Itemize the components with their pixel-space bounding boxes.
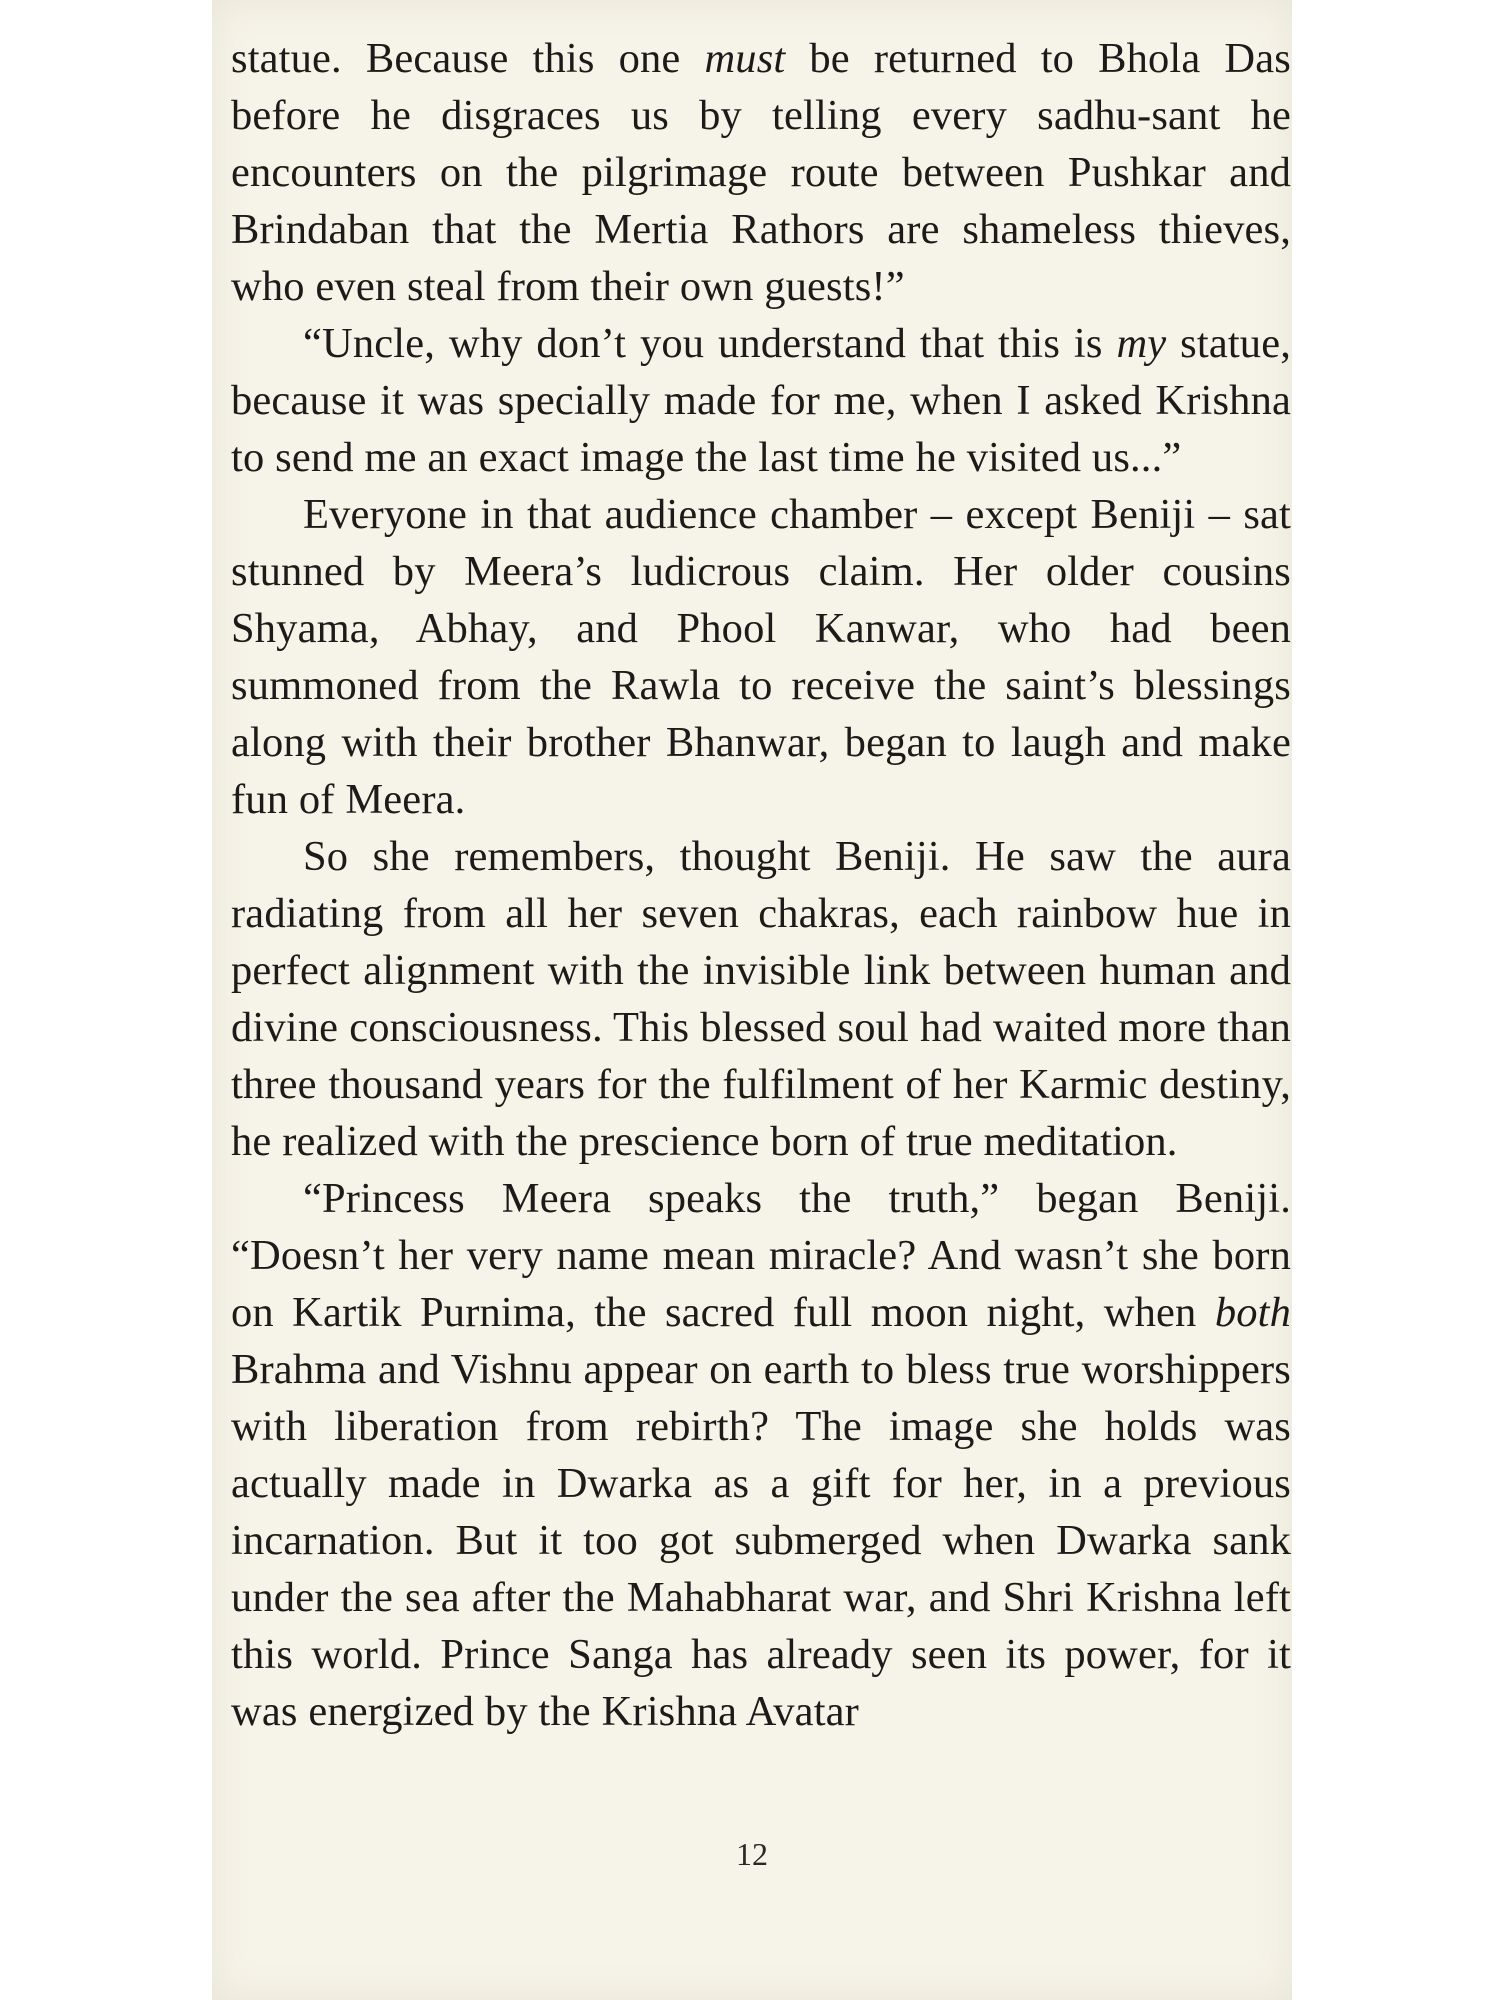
- paragraph: [231, 315, 1291, 486]
- text-run: Brahma and Vishnu appear on earth to bless true worshippers with liberation from rebirth? The image she holds was actually made in Dwarka as a gift for her, in a previous incarnation. But it too got submerged when Dwarka sank under the sea after the Mahabharat war, and Shri Krishna left this world. Prince Sanga has already seen its power, for it was energized by the Krishna Avatar: [231, 1346, 1291, 1735]
- paragraph: [231, 828, 1291, 1170]
- text-run: “Princess Meera speaks the truth,” began Beniji. “Doesn’t her very name mean miracle? And wasn’t she born on Kartik Purnima, the sacred full moon night, when: [231, 1175, 1291, 1336]
- paragraph: [231, 1170, 1291, 1740]
- italic-text: my: [1116, 320, 1167, 367]
- page-number: 12: [736, 1836, 768, 1872]
- italic-text: both: [1214, 1289, 1291, 1336]
- text-run: be returned to Bhola Das before he disgraces us by telling every sadhu-sant he encounters on the pilgrimage route between Pushkar and Brindaban that the Mertia Rathors are shameless thieves, who even steal from their own guests!”: [231, 35, 1291, 310]
- text-run: statue. Because this one: [231, 35, 705, 82]
- body-text: [231, 30, 1291, 1740]
- book-page: [212, 0, 1292, 2000]
- text-run: “Uncle, why don’t you understand that this is: [303, 320, 1117, 367]
- text-run: Everyone in that audience chamber – except Beniji – sat stunned by Meera’s ludicrous claim. Her older cousins Shyama, Abhay, and Phool Kanwar, who had been summoned from the Rawla to receive the saint’s blessings along with their brother Bhanwar, began to laugh and make fun of Meera.: [231, 491, 1291, 823]
- text-run: statue, because it was specially made for me, when I asked Krishna to send me an exact image the last time he visited us...”: [231, 320, 1291, 481]
- paragraph: [231, 30, 1291, 315]
- text-run: So she remembers, thought Beniji. He saw the aura radiating from all her seven chakras, each rainbow hue in perfect alignment with the invisible link between human and divine consciousness. This blessed soul had waited more than three thousand years for the fulfilment of her Karmic destiny, he realized with the prescience born of true meditation.: [231, 833, 1291, 1165]
- paragraph: [231, 486, 1291, 828]
- italic-text: must: [704, 35, 786, 82]
